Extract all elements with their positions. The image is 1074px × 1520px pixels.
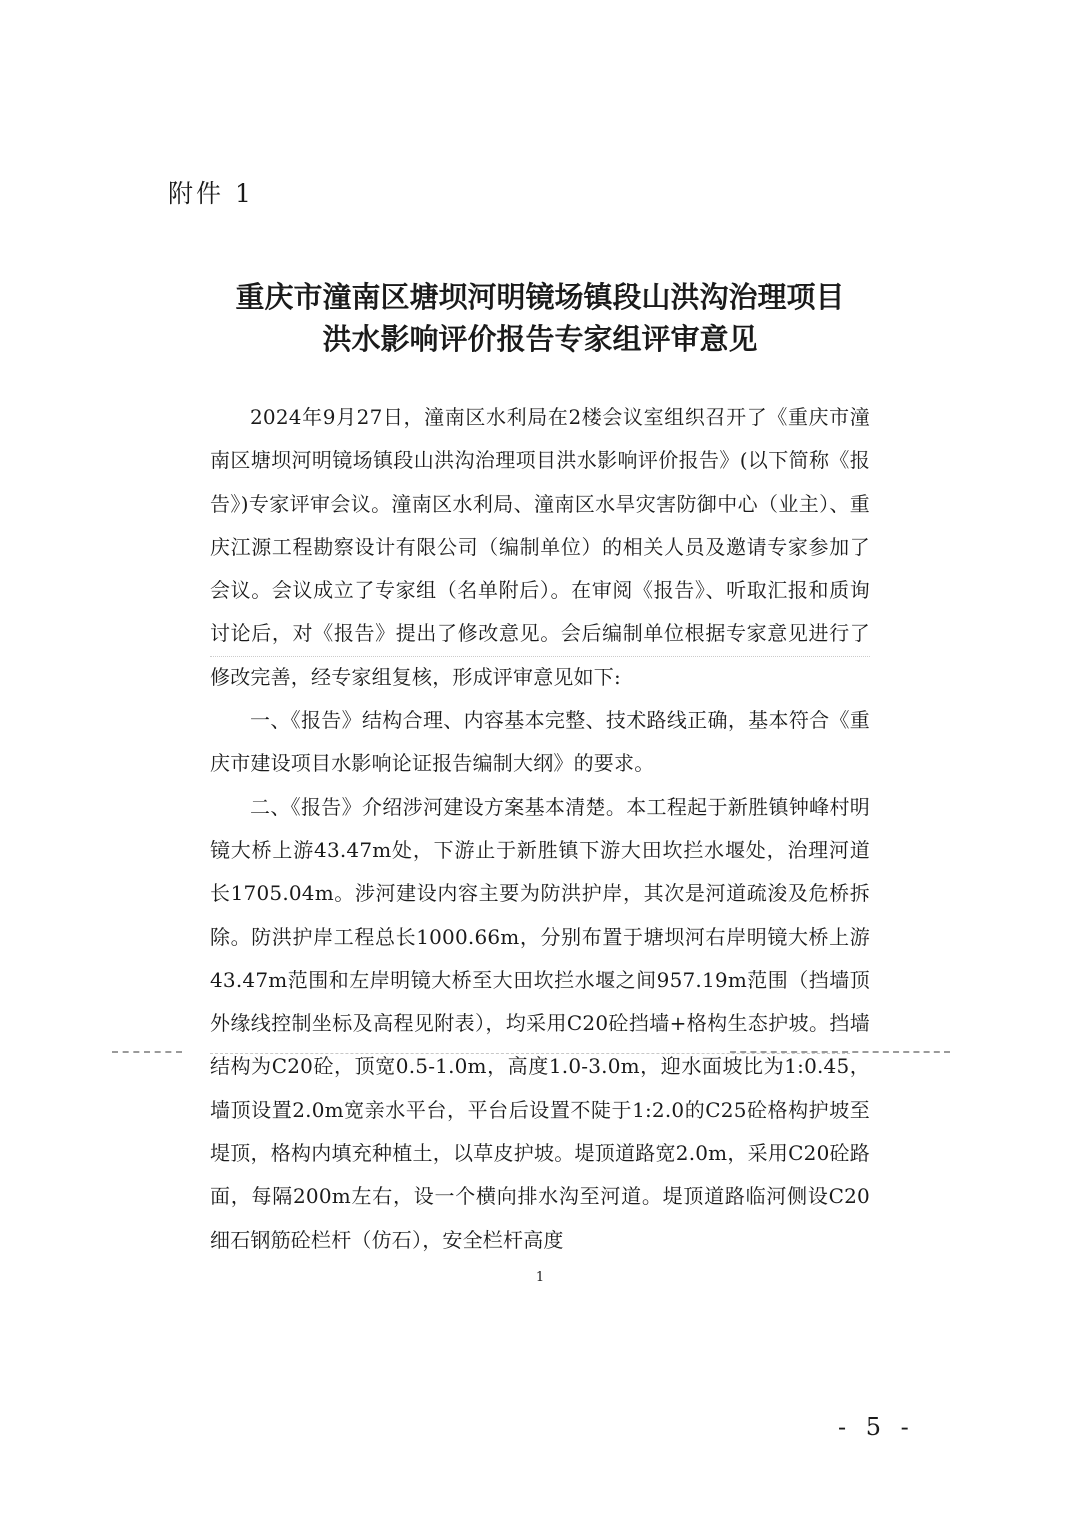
scan-artifact-line — [112, 1051, 182, 1053]
title-line-2: 洪水影响评价报告专家组评审意见 — [322, 322, 758, 356]
scan-artifact-line — [210, 1053, 850, 1054]
inner-page-number: 1 — [535, 1270, 545, 1285]
scan-artifact-line — [730, 1051, 950, 1053]
paragraph-intro: 2024年9月27日，潼南区水利局在2楼会议室组织召开了《重庆市潼南区塘坝河明镜场镇段山洪沟治理项目洪水影响评价报告》(以下简称《报告》)专家评审会议。潼南区水利局、潼南区水旱灾害防御中心（业主）、重庆江源工程勘察设计有限公司（编制单位）的相关人员及邀请专家参加了会议。会议成立了专家组（名单附后）。在审阅《报告》、听取汇报和质询讨论后，对《报告》提出了修改意见。会后编制单位根据专家意见进行了修改完善，经专家组复核，形成评审意见如下: — [210, 405, 870, 689]
document-title — [150, 276, 930, 360]
page-number: - 5 - — [838, 1413, 915, 1441]
paragraph-opinion-1: 一、《报告》结构合理、内容基本完整、技术路线正确，基本符合《重庆市建设项目水影响论证报告编制大纲》的要求。 — [210, 708, 870, 776]
paragraph-opinion-2: 二、《报告》介绍涉河建设方案基本清楚。本工程起于新胜镇钟峰村明镜大桥上游43.47m处，下游止于新胜镇下游大田坎拦水堰处，治理河道长1705.04m。涉河建设内容主要为防洪护岸，其次是河道疏浚及危桥拆除。防洪护岸工程总长1000.66m，分别布置于塘坝河右岸明镜大桥上游43.47m范围和左岸明镜大桥至大田坎拦水堰之间957.19m范围（挡墙顶外缘线控制坐标及高程见附表），均采用C20砼挡墙+格构生态护坡。挡墙结构为C20砼，顶宽0.5-1.0m，高度1.0-3.0m，迎水面坡比为1:0.45，墙顶设置2.0m宽亲水平台，平台后设置不陡于1:2.0的C25砼格构护坡至堤顶，格构内填充种植土，以草皮护坡。堤顶道路宽2.0m，采用C20砼路面，每隔200m左右，设一个横向排水沟至河道。堤顶道路临河侧设C20细石钢筋砼栏杆（仿石），安全栏杆高度 — [210, 794, 870, 1252]
attachment-label: 附件 1 — [168, 179, 254, 208]
document-body — [210, 396, 870, 1262]
title-line-1: 重庆市潼南区塘坝河明镜场镇段山洪沟治理项目 — [235, 280, 845, 314]
